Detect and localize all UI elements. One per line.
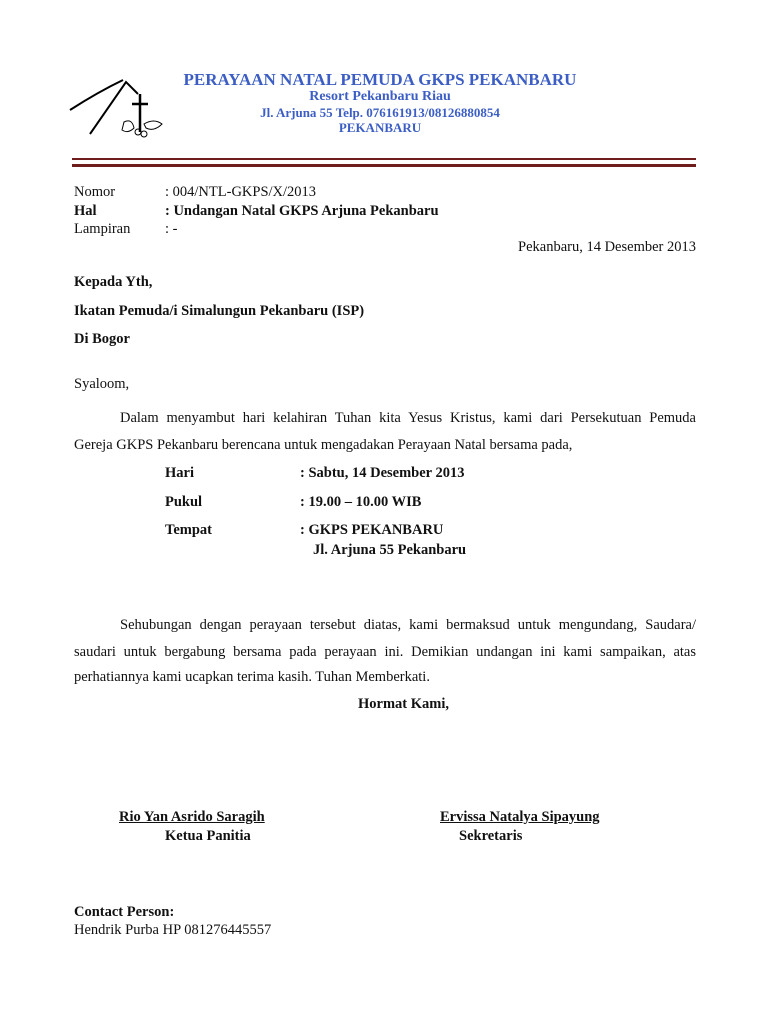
meta-value: : -	[165, 221, 178, 237]
letterhead-address: Jl. Arjuna 55 Telp. 076161913/08126880854	[260, 105, 500, 120]
detail-label: Pukul	[165, 494, 203, 510]
meta-label: Hal	[74, 203, 97, 219]
header-rule-bottom	[72, 164, 696, 167]
closing: Hormat Kami,	[358, 696, 450, 712]
para2-line: perhatiannya kami ucapkan terima kasih. Tuhan Memberkati.	[74, 669, 430, 685]
detail-value: : 19.00 – 10.00 WIB	[300, 494, 422, 510]
letter-date: Pekanbaru, 14 Desember 2013	[518, 239, 696, 255]
detail-value: : GKPS PEKANBARU	[300, 522, 444, 538]
detail-value-address: Jl. Arjuna 55 Pekanbaru	[313, 542, 467, 558]
letterhead-title: PERAYAAN NATAL PEMUDA GKPS PEKANBARU	[183, 70, 577, 89]
detail-label: Tempat	[165, 522, 212, 538]
recipient-location: Di Bogor	[74, 331, 130, 347]
contact-value: Hendrik Purba HP 081276445557	[74, 922, 272, 938]
signatory-name: Rio Yan Asrido Saragih	[119, 809, 265, 825]
para1-line: Dalam menyambut hari kelahiran Tuhan kita Yesus Kristus, kami dari Persekutuan Pemuda	[120, 410, 696, 426]
meta-value: : Undangan Natal GKPS Arjuna Pekanbaru	[165, 203, 439, 219]
detail-value: : Sabtu, 14 Desember 2013	[300, 465, 465, 481]
signatory-role: Sekretaris	[459, 828, 523, 844]
meta-label: Lampiran	[74, 221, 131, 237]
detail-label: Hari	[165, 465, 194, 481]
meta-label: Nomor	[74, 184, 116, 200]
letterhead-city: PEKANBARU	[338, 120, 422, 135]
greeting: Syaloom,	[74, 376, 130, 392]
signatory-name: Ervissa Natalya Sipayung	[440, 809, 600, 825]
para2-line: Sehubungan dengan perayaan tersebut diatas, kami bermaksud untuk mengundang, Saudara/	[120, 617, 696, 633]
church-holly-logo-icon	[68, 72, 163, 142]
header-rule-top	[72, 158, 696, 160]
meta-value: : 004/NTL-GKPS/X/2013	[165, 184, 317, 200]
signatory-role: Ketua Panitia	[165, 828, 251, 844]
contact-label: Contact Person:	[74, 904, 175, 920]
recipient-name: Ikatan Pemuda/i Simalungun Pekanbaru (ISP)	[74, 303, 365, 319]
para2-line: saudari untuk bergabung bersama pada perayaan ini. Demikian undangan ini kami sampaikan, atas	[74, 644, 696, 660]
para1-line: Gereja GKPS Pekanbaru berencana untuk mengadakan Perayaan Natal bersama pada,	[74, 437, 573, 453]
letterhead-line1: Resort Pekanbaru Riau	[309, 89, 451, 104]
recipient-salutation: Kepada Yth,	[74, 274, 153, 290]
